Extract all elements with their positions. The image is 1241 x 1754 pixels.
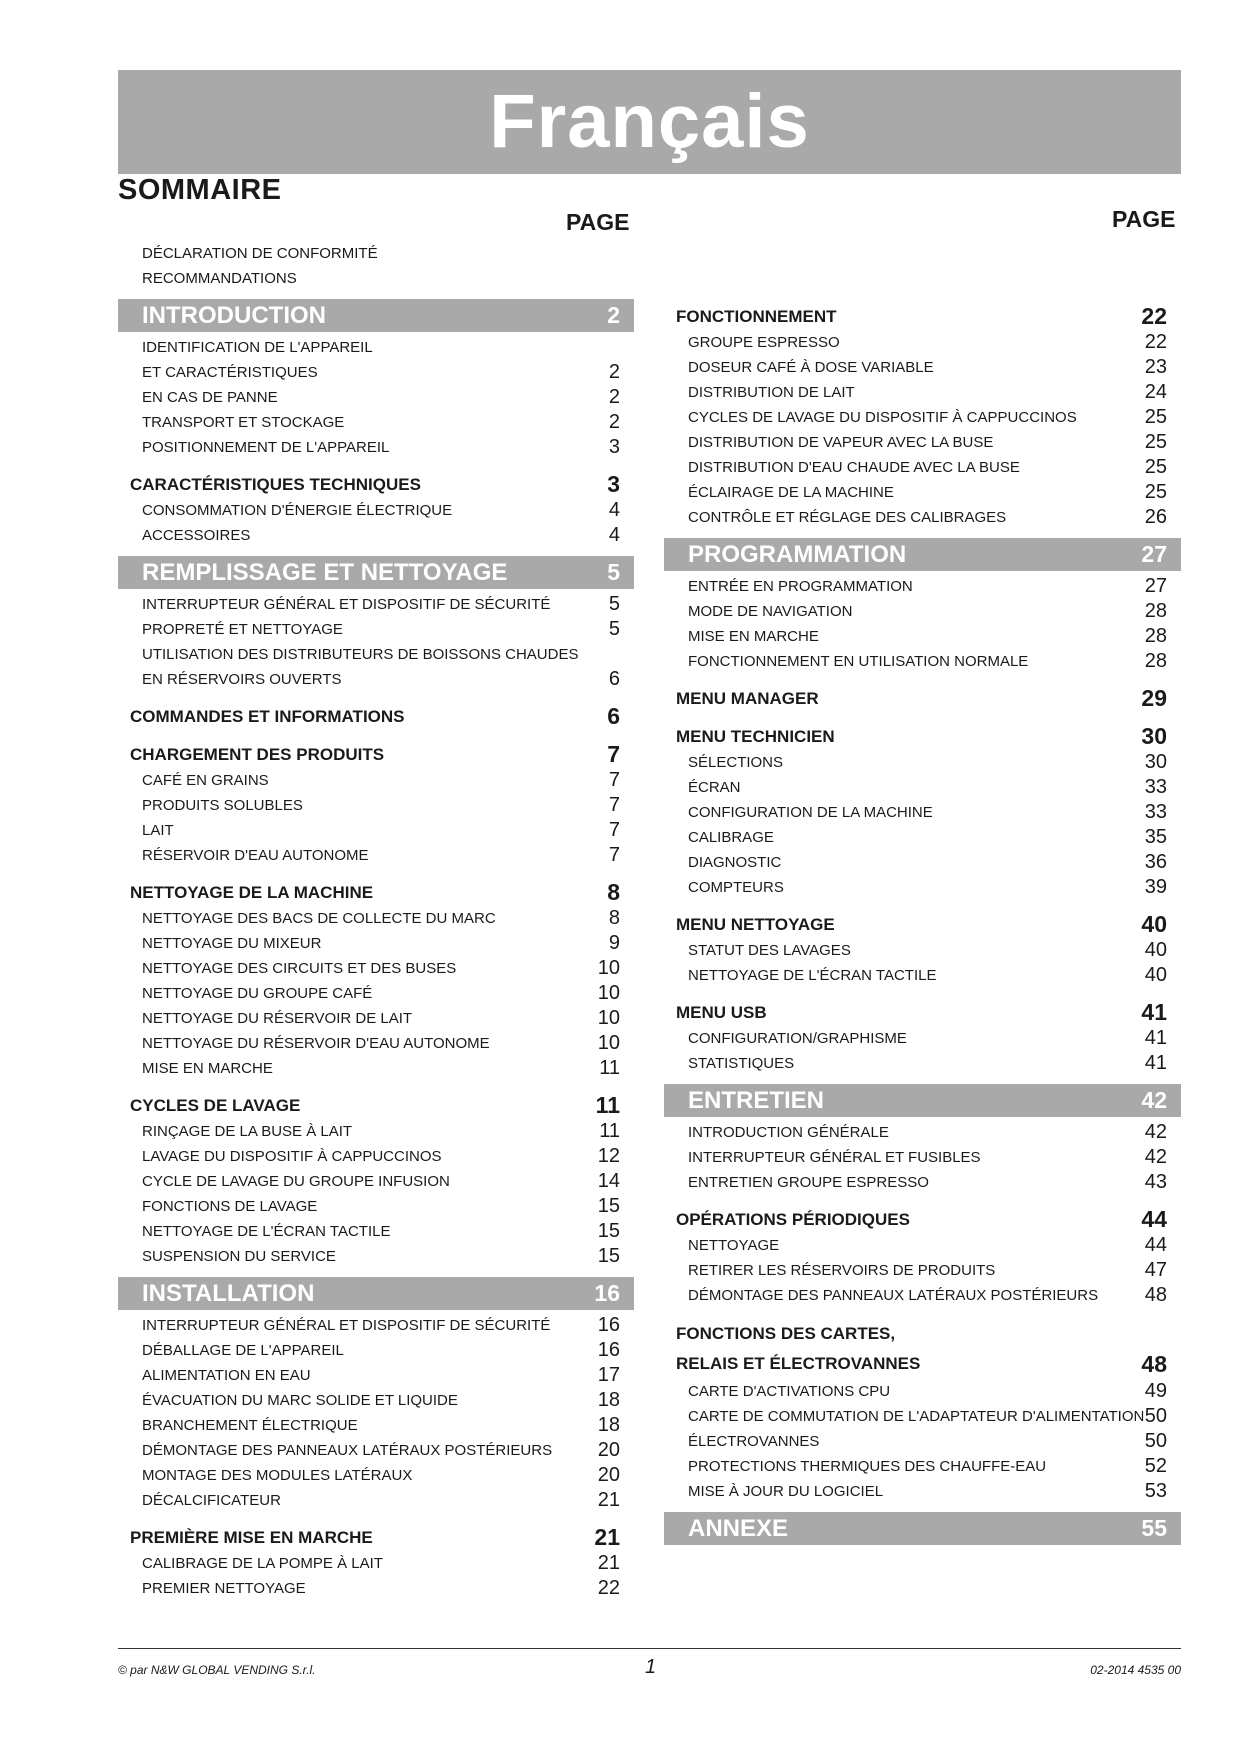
toc-entry-label: DISTRIBUTION DE LAIT [688,384,855,401]
toc-entry[interactable] [118,385,634,410]
toc-entry-page: 35 [1144,826,1167,848]
toc-entry-page: 17 [597,1364,620,1386]
toc-entry[interactable] [118,1313,634,1338]
toc-entry[interactable] [664,649,1181,674]
toc-entry[interactable] [664,938,1181,963]
toc-entry-label: CONFIGURATION/GRAPHISME [688,1030,907,1047]
section-page: 8 [607,879,620,905]
toc-entry-label: NETTOYAGE DU RÉSERVOIR D'EAU AUTONOME [142,1035,490,1052]
toc-entry[interactable] [664,963,1181,988]
toc-entry-page: 10 [597,982,620,1004]
toc-entry-page: 6 [608,668,620,690]
toc-entry[interactable] [118,981,634,1006]
toc-entry[interactable] [118,931,634,956]
toc-entry-page: 30 [1144,751,1167,773]
toc-entry[interactable] [664,1170,1181,1195]
chapter-title: INTRODUCTION [142,302,326,329]
toc-entry-page: 10 [597,1032,620,1054]
toc-entry-page: 28 [1144,625,1167,647]
toc-entry[interactable] [664,1454,1181,1479]
toc-entry-label: CALIBRAGE [688,829,774,846]
toc-entry-label: ENTRETIEN GROUPE ESPRESSO [688,1174,929,1191]
toc-entry-label: NETTOYAGE [688,1237,780,1254]
footer-divider [118,1648,1181,1649]
toc-entry-page: 25 [1144,431,1167,453]
toc-entry[interactable] [664,1051,1181,1076]
toc-entry-page: 10 [597,1007,620,1029]
section-page: 22 [1141,303,1167,329]
chapter-title: ENTRETIEN [688,1087,825,1114]
toc-entry-page: 25 [1144,481,1167,503]
toc-entry-label: PROPRETÉ ET NETTOYAGE [142,621,343,638]
toc-entry[interactable] [118,266,634,291]
toc-entry-page: 12 [597,1145,620,1167]
section-title: MENU MANAGER [676,689,819,708]
toc-entry[interactable] [118,1463,634,1488]
toc-chapter-introduction[interactable] [118,299,634,332]
toc-section-menu-manager[interactable] [664,685,1181,712]
chapter-page: 2 [607,302,620,328]
toc-chapter-programmation[interactable] [664,538,1181,571]
section-title: CHARGEMENT DES PRODUITS [130,745,385,764]
toc-entry-page: 53 [1144,1480,1167,1502]
toc-entry[interactable] [118,906,634,931]
toc-entry[interactable] [664,1429,1181,1454]
toc-entry-page: 50 [1144,1430,1167,1452]
toc-entry-page: 40 [1144,964,1167,986]
toc-entry[interactable] [664,775,1181,800]
toc-entry-label: CONTRÔLE ET RÉGLAGE DES CALIBRAGES [688,509,1007,526]
toc-entry-page: 18 [597,1389,620,1411]
toc-entry-label: CARTE DE COMMUTATION DE L'ADAPTATEUR D'ALIMENTATION [688,1408,1145,1425]
section-page: 41 [1141,999,1167,1025]
toc-entry-label: INTERRUPTEUR GÉNÉRAL ET FUSIBLES [688,1149,981,1166]
toc-entry[interactable] [118,667,634,692]
toc-entry-page: 15 [597,1245,620,1267]
toc-entry-label: CARTE D'ACTIVATIONS CPU [688,1383,891,1400]
page-header-left: PAGE [566,209,630,235]
toc-entry-label: DÉCALCIFICATEUR [142,1492,281,1509]
toc-entry[interactable] [664,1233,1181,1258]
section-title: OPÉRATIONS PÉRIODIQUES [676,1210,910,1229]
toc-entry-page: 9 [608,932,620,954]
toc-entry-label: RINÇAGE DE LA BUSE À LAIT [142,1123,353,1140]
chapter-page: 27 [1141,541,1167,567]
toc-chapter-installation[interactable] [118,1277,634,1310]
toc-entry[interactable] [664,405,1181,430]
toc-entry-page: 23 [1144,356,1167,378]
chapter-title: REMPLISSAGE ET NETTOYAGE [142,559,508,586]
chapter-page: 5 [607,559,620,585]
toc-entry-label: FONCTIONNEMENT EN UTILISATION NORMALE [688,653,1029,670]
toc-entry-label: STATISTIQUES [688,1055,795,1072]
toc-entry[interactable] [118,241,634,266]
toc-entry-page: 25 [1144,456,1167,478]
toc-section-commandes[interactable] [118,703,634,730]
toc-entry[interactable] [664,1479,1181,1504]
toc-entry[interactable] [664,355,1181,380]
toc-entry-page: 52 [1144,1455,1167,1477]
toc-entry[interactable] [664,480,1181,505]
toc-entry-page: 50 [1144,1405,1167,1427]
toc-entry-page: 7 [608,844,620,866]
toc-entry[interactable] [664,850,1181,875]
chapter-page: 42 [1141,1087,1167,1113]
toc-entry-page: 4 [608,499,620,521]
toc-entry-label: BRANCHEMENT ÉLECTRIQUE [142,1417,358,1434]
toc-entry-page: 47 [1144,1259,1167,1281]
toc-entry-label: NETTOYAGE DES BACS DE COLLECTE DU MARC [142,910,496,927]
toc-entry[interactable] [118,1576,634,1601]
toc-entry-label: LAIT [142,822,174,839]
toc-entry[interactable] [664,624,1181,649]
section-title: MENU NETTOYAGE [676,915,835,934]
sommaire-title: SOMMAIRE [118,174,282,206]
toc-entry-page: 7 [608,819,620,841]
section-title: PREMIÈRE MISE EN MARCHE [130,1528,373,1547]
toc-chapter-remplissage[interactable] [118,556,634,589]
toc-entry-label: DÉMONTAGE DES PANNEAUX LATÉRAUX POSTÉRIEURS [688,1287,1099,1304]
toc-entry-label: DÉBALLAGE DE L'APPAREIL [142,1342,344,1359]
toc-entry-label: CONFIGURATION DE LA MACHINE [688,804,933,821]
toc-entry[interactable] [664,800,1181,825]
toc-entry-page: 20 [597,1439,620,1461]
toc-entry[interactable] [118,523,634,548]
section-page: 11 [595,1092,620,1118]
toc-entry-page: 2 [608,411,620,433]
toc-entry[interactable] [664,750,1181,775]
section-title: CARACTÉRISTIQUES TECHNIQUES [130,475,421,494]
toc-entry-label: DÉCLARATION DE CONFORMITÉ [142,245,378,262]
footer-page-number: 1 [645,1656,657,1678]
section-page: 29 [1141,685,1167,711]
toc-entry-page: 25 [1144,406,1167,428]
toc-entry-page: 21 [597,1552,620,1574]
toc-entry-label: LAVAGE DU DISPOSITIF À CAPPUCCINOS [142,1148,442,1165]
toc-entry-page: 15 [597,1220,620,1242]
toc-entry[interactable] [664,455,1181,480]
toc-entry[interactable] [118,1031,634,1056]
toc-entry-page: 48 [1144,1284,1167,1306]
toc-entry-label: ACCESSOIRES [142,527,251,544]
toc-entry-page: 11 [599,1120,620,1142]
toc-entry-page: 43 [1144,1171,1167,1193]
toc-entry[interactable] [664,1145,1181,1170]
toc-entry-label: EN RÉSERVOIRS OUVERTS [142,671,342,688]
toc-entry-label: FONCTIONS DE LAVAGE [142,1198,318,1215]
toc-entry[interactable] [118,768,634,793]
toc-entry[interactable] [664,1258,1181,1283]
section-title: CYCLES DE LAVAGE [130,1096,301,1115]
toc-entry[interactable] [118,793,634,818]
toc-entry-label: NETTOYAGE DU RÉSERVOIR DE LAIT [142,1010,413,1027]
toc-entry-label: PROTECTIONS THERMIQUES DES CHAUFFE-EAU [688,1458,1047,1475]
toc-entry[interactable] [118,1244,634,1269]
toc-entry[interactable] [664,430,1181,455]
toc-entry-page: 5 [608,593,620,615]
footer-doc-code: 02-2014 4535 00 [1090,1663,1181,1677]
toc-entry-label: SÉLECTIONS [688,754,784,771]
toc-entry-label: PREMIER NETTOYAGE [142,1580,306,1597]
page-header-right: PAGE [1112,206,1176,232]
toc-entry[interactable] [118,498,634,523]
toc-entry-label: RETIRER LES RÉSERVOIRS DE PRODUITS [688,1262,996,1279]
toc-section-menu-technicien[interactable] [664,723,1181,750]
toc-entry-label: DISTRIBUTION D'EAU CHAUDE AVEC LA BUSE [688,459,1020,476]
toc-entry-page: 28 [1144,650,1167,672]
toc-entry-label: CYCLES DE LAVAGE DU DISPOSITIF À CAPPUCCINOS [688,409,1077,426]
toc-entry-page: 40 [1144,939,1167,961]
toc-entry[interactable] [118,642,634,667]
toc-entry-label: MISE EN MARCHE [142,1060,273,1077]
toc-entry-label: ÉLECTROVANNES [688,1433,820,1450]
toc-entry-label: INTERRUPTEUR GÉNÉRAL ET DISPOSITIF DE SÉCURITÉ [142,1317,551,1334]
toc-entry-label: ÉVACUATION DU MARC SOLIDE ET LIQUIDE [142,1392,458,1409]
toc-section-chargement[interactable] [118,741,634,768]
toc-entry[interactable] [118,592,634,617]
toc-entry-label: MONTAGE DES MODULES LATÉRAUX [142,1467,413,1484]
section-page: 6 [607,703,620,729]
section-page: 21 [594,1524,620,1550]
toc-entry[interactable] [664,1283,1181,1308]
toc-entry-label: NETTOYAGE DU GROUPE CAFÉ [142,985,373,1002]
chapter-title: INSTALLATION [142,1280,315,1307]
toc-entry[interactable] [118,435,634,460]
toc-entry-page: 16 [597,1314,620,1336]
section-page: 44 [1141,1206,1167,1232]
toc-entry-page: 7 [608,769,620,791]
toc-entry[interactable] [118,818,634,843]
toc-entry-label: PRODUITS SOLUBLES [142,797,303,814]
toc-entry-page: 44 [1144,1234,1167,1256]
toc-entry[interactable] [118,1488,634,1513]
toc-entry-page: 33 [1144,776,1167,798]
toc-entry-page: 22 [597,1577,620,1599]
footer-copyright: © par N&W GLOBAL VENDING S.r.l. [118,1663,316,1677]
toc-entry-page: 21 [597,1489,620,1511]
toc-entry-label: RÉSERVOIR D'EAU AUTONOME [142,847,369,864]
toc-section-menu-nettoyage[interactable] [664,911,1181,938]
toc-entry-label: CYCLE DE LAVAGE DU GROUPE INFUSION [142,1173,450,1190]
toc-entry[interactable] [118,843,634,868]
toc-entry-label: INTRODUCTION GÉNÉRALE [688,1124,889,1141]
toc-entry-page: 26 [1144,506,1167,528]
toc-entry[interactable] [664,875,1181,900]
toc-entry[interactable] [118,1194,634,1219]
toc-entry[interactable] [118,1438,634,1463]
section-title: MENU USB [676,1003,767,1022]
toc-entry-label: ÉCLAIRAGE DE LA MACHINE [688,484,894,501]
toc-entry-label: MODE DE NAVIGATION [688,603,853,620]
toc-section-cycles-lavage[interactable] [118,1092,634,1119]
section-title: NETTOYAGE DE LA MACHINE [130,883,374,902]
toc-entry[interactable] [664,380,1181,405]
toc-entry[interactable] [664,1379,1181,1404]
toc-entry[interactable] [118,1169,634,1194]
toc-section-operations-periodiques[interactable] [664,1206,1181,1233]
section-title-line2: RELAIS ET ÉLECTROVANNES [676,1354,921,1373]
toc-entry-page: 41 [1144,1027,1167,1049]
toc-entry-page: 49 [1144,1380,1167,1402]
toc-entry-page: 3 [608,436,620,458]
toc-entry[interactable] [118,1119,634,1144]
toc-entry[interactable] [118,1551,634,1576]
toc-entry-page: 28 [1144,600,1167,622]
toc-entry-page: 42 [1144,1121,1167,1143]
toc-entry-label: NETTOYAGE DE L'ÉCRAN TACTILE [688,967,937,984]
section-title: FONCTIONNEMENT [676,307,837,326]
toc-chapter-entretien[interactable] [664,1084,1181,1117]
toc-entry[interactable] [118,1338,634,1363]
toc-entry-label: DOSEUR CAFÉ À DOSE VARIABLE [688,359,934,376]
toc-entry-label: DIAGNOSTIC [688,854,782,871]
toc-entry-page: 24 [1144,381,1167,403]
toc-entry-page: 2 [608,361,620,383]
section-title: COMMANDES ET INFORMATIONS [130,707,405,726]
toc-entry-label: RECOMMANDATIONS [142,270,297,287]
toc-entry[interactable] [664,1404,1181,1429]
toc-entry[interactable] [118,956,634,981]
toc-chapter-annexe[interactable] [664,1512,1181,1545]
toc-entry-label: EN CAS DE PANNE [142,389,278,406]
toc-entry-label: TRANSPORT ET STOCKAGE [142,414,345,431]
toc-entry[interactable] [664,1120,1181,1145]
toc-entry[interactable] [118,1219,634,1244]
toc-entry-label: GROUPE ESPRESSO [688,334,840,351]
toc-entry-page: 8 [608,907,620,929]
chapter-page: 16 [594,1280,620,1306]
toc-entry-label: MISE À JOUR DU LOGICIEL [688,1483,884,1500]
section-page: 3 [607,471,620,497]
section-page: 30 [1141,723,1167,749]
language-banner: Français [118,70,1181,174]
toc-entry[interactable] [118,335,634,360]
section-page: 7 [607,741,620,767]
toc-entry-label: CALIBRAGE DE LA POMPE À LAIT [142,1555,383,1572]
toc-entry-label: NETTOYAGE DU MIXEUR [142,935,322,952]
toc-entry[interactable] [664,574,1181,599]
toc-left-column [118,241,634,1601]
toc-entry-label: POSITIONNEMENT DE L'APPAREIL [142,439,390,456]
toc-entry-page: 14 [597,1170,620,1192]
toc-entry-label: COMPTEURS [688,879,784,896]
toc-entry-page: 15 [597,1195,620,1217]
toc-entry[interactable] [664,1026,1181,1051]
toc-entry-label: UTILISATION DES DISTRIBUTEURS DE BOISSONS CHAUDES [142,646,579,663]
toc-entry-label: STATUT DES LAVAGES [688,942,851,959]
toc-entry-page: 5 [608,618,620,640]
toc-entry-page: 42 [1144,1146,1167,1168]
toc-entry[interactable] [118,410,634,435]
toc-entry-label: ALIMENTATION EN EAU [142,1367,311,1384]
toc-entry-page: 33 [1144,801,1167,823]
toc-entry[interactable] [118,1006,634,1031]
toc-entry-page: 22 [1144,331,1167,353]
toc-entry-page: 10 [597,957,620,979]
toc-entry[interactable] [118,617,634,642]
toc-right-column [664,303,1181,1548]
toc-entry-label: SUSPENSION DU SERVICE [142,1248,336,1265]
toc-entry[interactable] [118,1363,634,1388]
toc-entry-page: 20 [597,1464,620,1486]
toc-entry-page: 39 [1144,876,1167,898]
toc-section-fonctions-cartes[interactable] [664,1319,1181,1379]
toc-entry[interactable] [664,599,1181,624]
section-page: 40 [1141,911,1167,937]
toc-entry-label: DÉMONTAGE DES PANNEAUX LATÉRAUX POSTÉRIEURS [142,1442,553,1459]
chapter-title: PROGRAMMATION [688,541,907,568]
toc-entry-page: 27 [1144,575,1167,597]
toc-entry-page: 18 [597,1414,620,1436]
toc-entry-label: INTERRUPTEUR GÉNÉRAL ET DISPOSITIF DE SÉCURITÉ [142,596,551,613]
toc-entry-page: 4 [608,524,620,546]
toc-section-menu-usb[interactable] [664,999,1181,1026]
toc-entry[interactable] [118,360,634,385]
toc-entry-page: 11 [599,1057,620,1079]
toc-entry[interactable] [118,1056,634,1081]
toc-entry-label: NETTOYAGE DES CIRCUITS ET DES BUSES [142,960,457,977]
toc-entry-page: 41 [1144,1052,1167,1074]
toc-entry[interactable] [664,505,1181,530]
section-title-line1: FONCTIONS DES CARTES, [676,1324,896,1343]
toc-entry[interactable] [118,1388,634,1413]
toc-entry-label: CAFÉ EN GRAINS [142,772,269,789]
toc-entry-label: IDENTIFICATION DE L'APPAREIL [142,339,373,356]
chapter-title: ANNEXE [688,1515,789,1542]
section-title: MENU TECHNICIEN [676,727,835,746]
toc-entry-label: ENTRÉE EN PROGRAMMATION [688,578,913,595]
toc-entry-label: NETTOYAGE DE L'ÉCRAN TACTILE [142,1223,391,1240]
toc-entry[interactable] [664,330,1181,355]
section-page: 48 [1141,1351,1167,1377]
toc-entry-page: 16 [597,1339,620,1361]
toc-entry-page: 36 [1144,851,1167,873]
toc-entry[interactable] [664,825,1181,850]
toc-entry-label: DISTRIBUTION DE VAPEUR AVEC LA BUSE [688,434,994,451]
toc-entry-label: ÉCRAN [688,779,741,796]
toc-entry-label: CONSOMMATION D'ÉNERGIE ÉLECTRIQUE [142,502,453,519]
toc-entry[interactable] [118,1413,634,1438]
toc-entry-label: MISE EN MARCHE [688,628,819,645]
toc-section-nettoyage-machine[interactable] [118,879,634,906]
chapter-page: 55 [1141,1515,1167,1541]
toc-entry-label: ET CARACTÉRISTIQUES [142,364,318,381]
toc-entry-page: 2 [608,386,620,408]
toc-entry[interactable] [118,1144,634,1169]
toc-entry-page: 7 [608,794,620,816]
toc-section-caracteristiques[interactable] [118,471,634,498]
toc-section-premiere-mise-en-marche[interactable] [118,1524,634,1551]
toc-section-fonctionnement[interactable] [664,303,1181,330]
